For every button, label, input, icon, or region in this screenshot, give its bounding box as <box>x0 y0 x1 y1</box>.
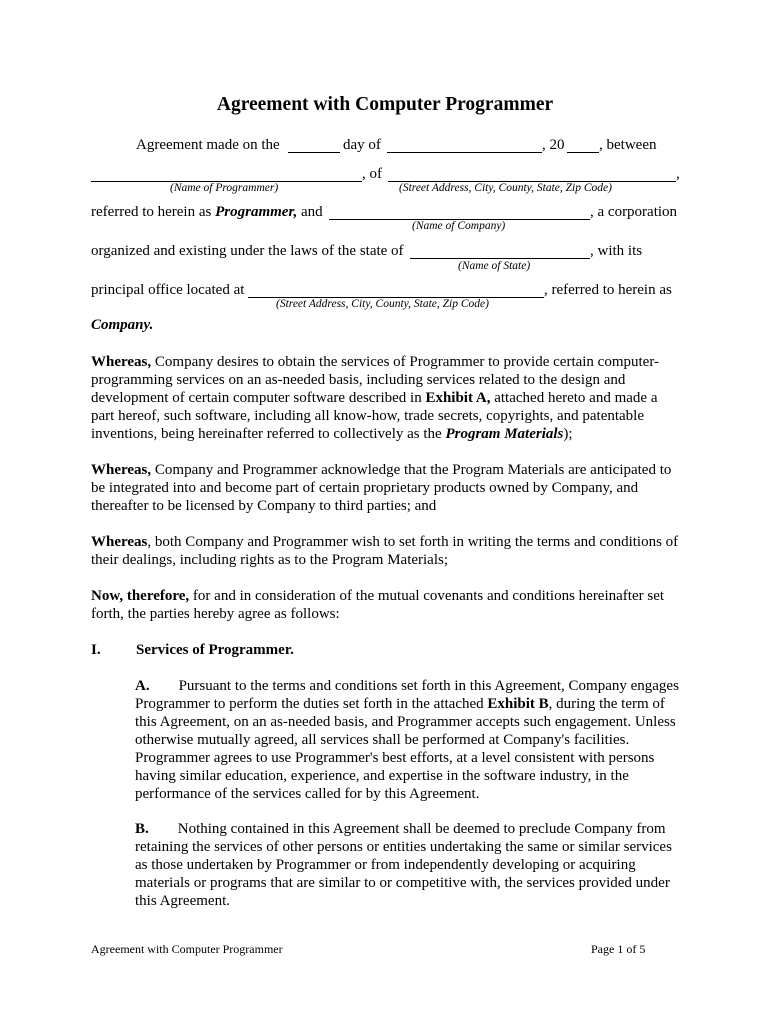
now-therefore-paragraph: Now, therefore, for and in consideration of the mutual covenants and conditions hereinafter set forth, the parties hereby agree as follows: <box>91 588 665 622</box>
document-title: Agreement with Computer Programmer <box>216 94 554 115</box>
line4-text-a: organized and existing under the laws of the state of <box>91 243 404 259</box>
company-term: Company. <box>91 317 154 333</box>
whereas-paragraph-3: Whereas, both Company and Programmer wish to set forth in writing the terms and conditions of their dealings, including rights as to the Program Materials; <box>91 534 679 568</box>
line4-text-b: , with its <box>590 243 643 259</box>
caption-company: (Name of Company) <box>412 220 506 232</box>
section-number: I. <box>91 642 101 658</box>
line1-text-b: day of <box>343 137 381 153</box>
date-day-blank[interactable] <box>288 152 340 153</box>
line3-corporation: , a corporation <box>590 204 678 220</box>
line2-comma: , <box>676 166 680 182</box>
date-year-blank[interactable] <box>567 152 599 153</box>
whereas-paragraph-2: Whereas, Company and Programmer acknowledge that the Program Materials are anticipated to be integrated into and become part of certain proprietary products owned by Company, and thereafter to be licensed by Company to third parties; and <box>91 462 672 514</box>
state-name-blank[interactable] <box>410 258 590 259</box>
section-title: Services of Programmer. <box>136 642 294 658</box>
paragraph-a: A. Pursuant to the terms and conditions set forth in this Agreement, Company engages Programmer to perform the duties set forth in the attached Exhibit B, during the term of this Agreement, on an as-needed basis, and Programmer accepts such engagement. Unless otherwise mutually agreed, all services shall be performed at Company's facilities. Programmer agrees to use Programmer's best efforts, at a level consistent with persons having similar education, experience, and expertise in the software industry, in the performance of the services called for by this Agreement. <box>135 678 679 802</box>
line5-text-a: principal office located at <box>91 282 245 298</box>
line5-text-b: , referred to herein as <box>544 282 672 298</box>
paragraph-b: B. Nothing contained in this Agreement shall be deemed to preclude Company from retaining the services of other persons or entities undertaking the same or similar services as those undertaken by Programmer or from independently developing or acquiring materials or programs that are similar to or competitive with, the services provided under this Agreement. <box>135 821 672 909</box>
footer-title: Agreement with Computer Programmer <box>91 942 283 956</box>
date-month-blank[interactable] <box>387 152 542 153</box>
caption-address-1: (Street Address, City, County, State, Zip Code) <box>399 182 612 194</box>
line1-text-d: , between <box>599 137 657 153</box>
caption-address-2: (Street Address, City, County, State, Zip Code) <box>276 298 489 310</box>
line1-text-c: , 20 <box>542 137 565 153</box>
programmer-term: Programmer, <box>215 204 298 220</box>
line1-text-a: Agreement made on the <box>136 137 280 153</box>
whereas-paragraph-1: Whereas, Company desires to obtain the services of Programmer to provide certain computer-programming services on an as-needed basis, including services related to the design and development of certain computer software described in Exhibit A, attached hereto and made a part hereof, such software, including all know-how, trade secrets, copyrights, and patentable inventions, being hereinafter referred to collectively as the Program Materials); <box>91 354 660 442</box>
caption-programmer: (Name of Programmer) <box>170 182 279 194</box>
page-number: Page 1 of 5 <box>591 942 646 956</box>
caption-state: (Name of State) <box>458 260 531 272</box>
line2-of: , of <box>362 166 382 182</box>
line3-text: referred to herein as Programmer, and <box>91 204 323 220</box>
